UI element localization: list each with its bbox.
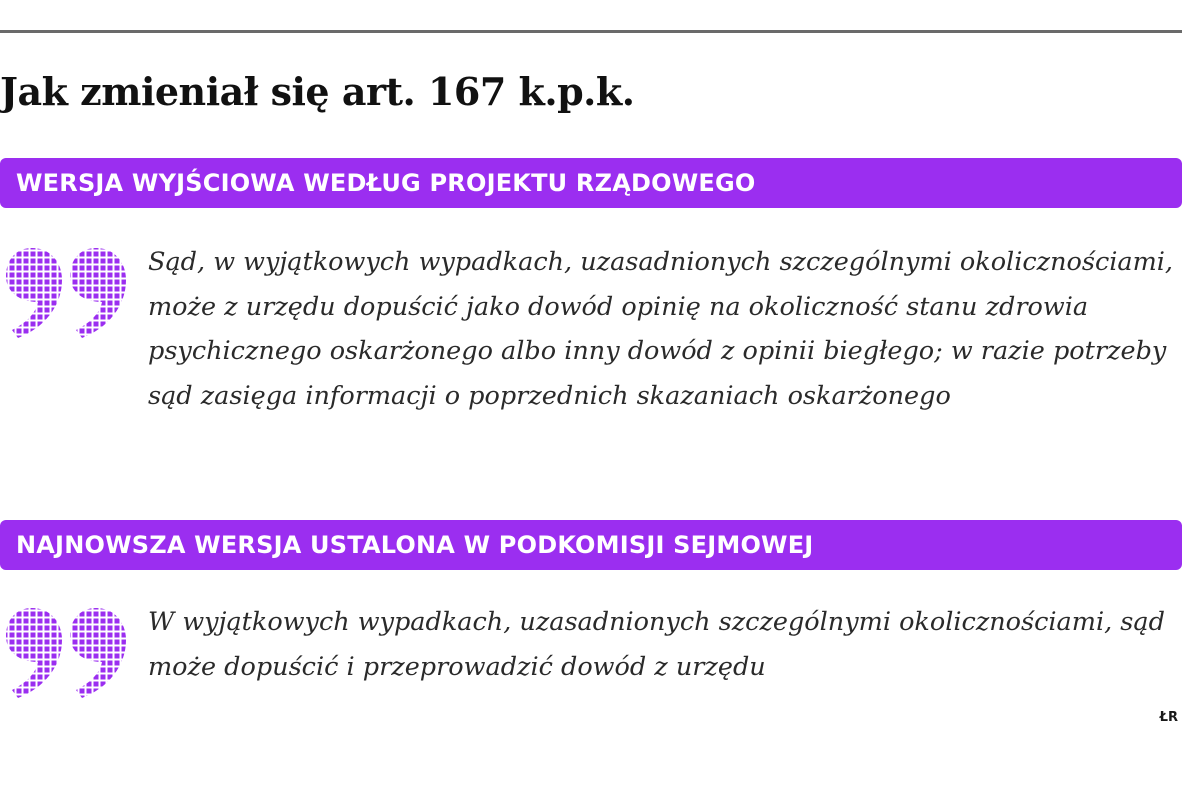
section-heading-label: WERSJA WYJŚCIOWA WEDŁUG PROJEKTU RZĄDOWEGO xyxy=(16,169,756,197)
section-heading-label: NAJNOWSZA WERSJA USTALONA W PODKOMISJI SEJMOWEJ xyxy=(16,531,814,559)
section-heading-original xyxy=(0,158,1182,208)
quote-icon xyxy=(2,244,130,340)
quote-text: Sąd, w wyjątkowych wypadkach, uzasadnionych szczególnymi okolicznościami, może z urzędu dopuścić jako dowód opinię na okoliczność stanu zdrowia psychicznego oskarżonego albo inny dowód z opinii biegłego; w razie potrzeby sąd zasięga informacji o poprzednich skazaniach oskarżonego xyxy=(148,247,1174,411)
section-heading-latest xyxy=(0,520,1182,570)
author-credit: ŁR xyxy=(1159,710,1178,725)
top-rule xyxy=(0,30,1182,33)
quote-block-latest xyxy=(0,600,1182,710)
page-title: Jak zmieniał się art. 167 k.p.k. xyxy=(0,69,635,114)
quote-text: W wyjątkowych wypadkach, uzasadnionych szczególnymi okolicznościami, sąd może dopuścić i przeprowadzić dowód z urzędu xyxy=(148,607,1165,682)
quote-block-original xyxy=(0,240,1182,470)
quote-icon xyxy=(2,604,130,700)
